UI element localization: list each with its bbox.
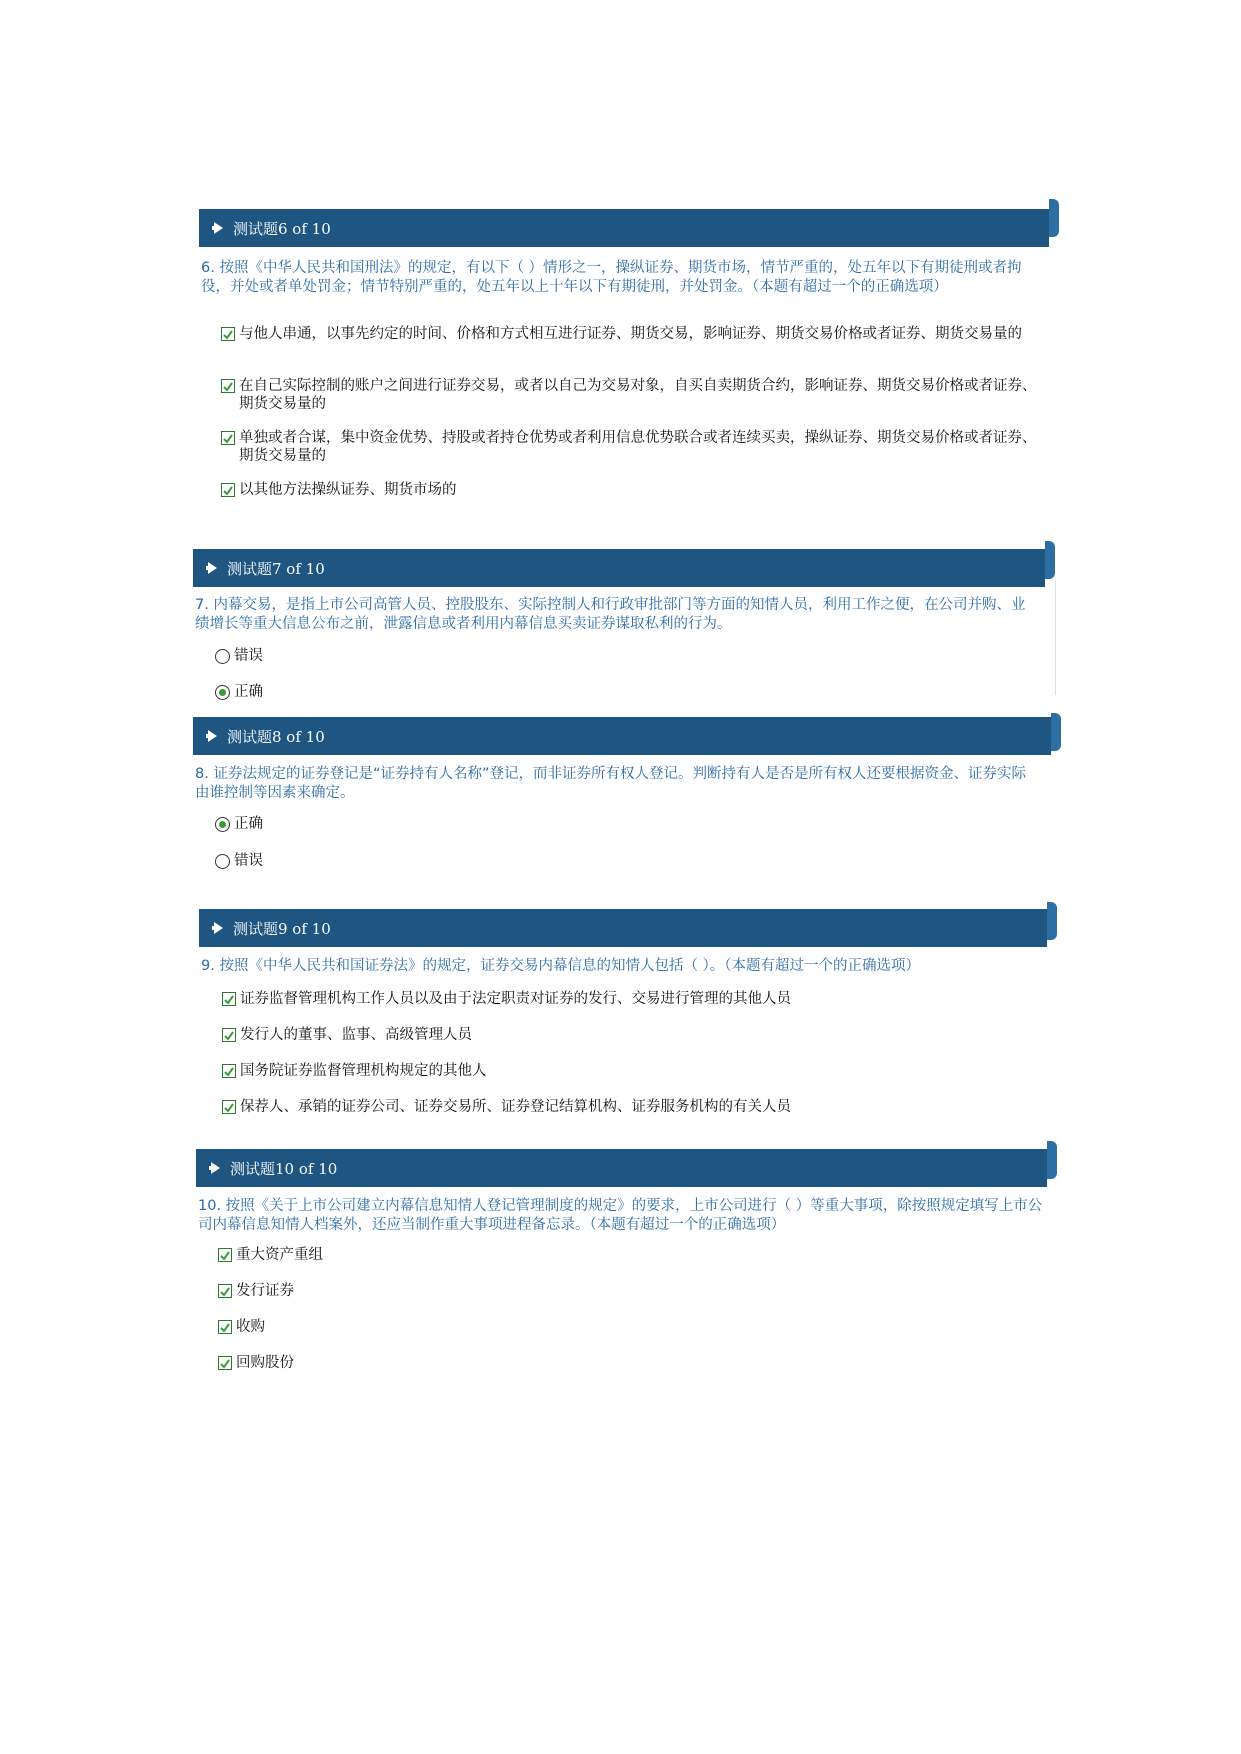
checkbox[interactable]	[222, 1100, 236, 1114]
arrow-bullet-icon	[208, 1160, 224, 1176]
question-text-8: 8. 证券法规定的证券登记是“证券持有人名称”登记，而非证券所有权人登记。判断持有人是否是所有权人还要根据资金、证券实际由谁控制等因素来确定。	[195, 766, 1026, 801]
option-label: 以其他方法操纵证券、期货市场的	[239, 482, 457, 498]
option-label: 回购股份	[236, 1355, 294, 1371]
option-8-2[interactable]	[215, 852, 263, 870]
checkbox[interactable]	[218, 1284, 232, 1298]
question-header-9	[199, 909, 1047, 947]
checkmark-icon	[223, 1066, 235, 1078]
option-label: 在自己实际控制的账户之间进行证券交易，或者以自己为交易对象，自买自卖期货合约，影响证券、期货交易价格或者证券、期货交易量的	[239, 378, 1037, 412]
question-header-8	[193, 717, 1051, 755]
option-8-1[interactable]	[215, 815, 263, 833]
checkbox[interactable]	[222, 992, 236, 1006]
option-7-1[interactable]	[215, 647, 263, 665]
question-text-6: 6. 按照《中华人民共和国刑法》的规定，有以下（ ）情形之一，操纵证券、期货市场，情节严重的，处五年以下有期徒刑或者拘役，并处或者单处罚金；情节特别严重的，处五年以上十年以下有期徒刑，并处罚金。（本题有超过一个的正确选项）	[201, 260, 1022, 295]
checkbox[interactable]	[222, 1064, 236, 1078]
option-7-2[interactable]	[215, 683, 263, 701]
option-label: 正确	[234, 684, 263, 700]
checkmark-icon	[219, 1322, 231, 1334]
header-edge	[1051, 713, 1061, 751]
radio-dot-icon	[219, 689, 226, 696]
option-9-4[interactable]	[222, 1098, 791, 1116]
checkmark-icon	[222, 485, 234, 497]
option-label: 保荐人、承销的证券公司、证券交易所、证券登记结算机构、证券服务机构的有关人员	[240, 1099, 791, 1115]
header-edge	[1047, 902, 1057, 940]
checkbox[interactable]	[218, 1356, 232, 1370]
checkmark-icon	[219, 1286, 231, 1298]
header-edge	[1049, 199, 1059, 237]
header-edge	[1045, 541, 1055, 579]
checkbox[interactable]	[221, 379, 235, 393]
question-header-7	[193, 549, 1045, 587]
radio-dot-icon	[219, 821, 226, 828]
option-label: 错误	[234, 853, 263, 869]
checkbox[interactable]	[221, 327, 235, 341]
question-header-label: 测试题8 of 10	[227, 727, 325, 746]
checkbox[interactable]	[221, 483, 235, 497]
question-header-label: 测试题7 of 10	[227, 559, 325, 578]
checkmark-icon	[222, 433, 234, 445]
radio-button[interactable]	[215, 649, 230, 664]
option-10-1[interactable]	[218, 1246, 323, 1264]
option-label: 单独或者合谋，集中资金优势、持股或者持仓优势或者利用信息优势联合或者连续买卖，操纵证券、期货交易价格或者证券、期货交易量的	[239, 430, 1037, 464]
option-6-3[interactable]	[221, 429, 1041, 465]
radio-button[interactable]	[215, 685, 230, 700]
question-header-6	[199, 209, 1049, 247]
arrow-bullet-icon	[211, 220, 227, 236]
checkmark-icon	[223, 994, 235, 1006]
checkmark-icon	[219, 1358, 231, 1370]
question-text-9: 9. 按照《中华人民共和国证券法》的规定，证券交易内幕信息的知情人包括（ ）。（本题有超过一个的正确选项）	[201, 958, 921, 974]
option-label: 重大资产重组	[236, 1247, 323, 1263]
option-label: 错误	[234, 648, 263, 664]
question-text-10: 10. 按照《关于上市公司建立内幕信息知情人登记管理制度的规定》的要求，上市公司进行（ ）等重大事项，除按照规定填写上市公司内幕信息知情人档案外，还应当制作重大事项进程备忘录。（本题有超过一个的正确选项）	[198, 1198, 1043, 1233]
question-header-10	[196, 1149, 1047, 1187]
radio-button[interactable]	[215, 817, 230, 832]
checkbox[interactable]	[218, 1320, 232, 1334]
question-text-7: 7. 内幕交易，是指上市公司高管人员、控股股东、实际控制人和行政审批部门等方面的知情人员，利用工作之便，在公司并购、业绩增长等重大信息公布之前，泄露信息或者利用内幕信息买卖证券谋取私利的行为。	[195, 597, 1026, 632]
option-6-4[interactable]	[221, 481, 1041, 499]
question-header-label: 测试题10 of 10	[230, 1159, 338, 1178]
option-10-3[interactable]	[218, 1318, 265, 1336]
arrow-bullet-icon	[205, 728, 221, 744]
option-label: 证券监督管理机构工作人员以及由于法定职责对证券的发行、交易进行管理的其他人员	[240, 991, 791, 1007]
option-label: 发行证券	[236, 1283, 294, 1299]
option-9-1[interactable]	[222, 990, 791, 1008]
option-10-4[interactable]	[218, 1354, 294, 1372]
checkmark-icon	[222, 329, 234, 341]
checkbox[interactable]	[218, 1248, 232, 1262]
question-header-label: 测试题9 of 10	[233, 919, 331, 938]
checkmark-icon	[223, 1030, 235, 1042]
option-9-3[interactable]	[222, 1062, 487, 1080]
checkmark-icon	[222, 381, 234, 393]
radio-button[interactable]	[215, 854, 230, 869]
option-label: 正确	[234, 816, 263, 832]
checkbox[interactable]	[222, 1028, 236, 1042]
option-label: 国务院证券监督管理机构规定的其他人	[240, 1063, 487, 1079]
checkbox[interactable]	[221, 431, 235, 445]
header-edge	[1047, 1141, 1057, 1179]
question-header-label: 测试题6 of 10	[233, 219, 331, 238]
option-10-2[interactable]	[218, 1282, 294, 1300]
option-6-1[interactable]	[221, 325, 1041, 343]
checkmark-icon	[223, 1102, 235, 1114]
option-label: 发行人的董事、监事、高级管理人员	[240, 1027, 472, 1043]
option-label: 与他人串通，以事先约定的时间、价格和方式相互进行证券、期货交易，影响证券、期货交易价格或者证券、期货交易量的	[239, 326, 1022, 342]
option-6-2[interactable]	[221, 377, 1041, 413]
option-9-2[interactable]	[222, 1026, 472, 1044]
checkmark-icon	[219, 1250, 231, 1262]
arrow-bullet-icon	[205, 560, 221, 576]
arrow-bullet-icon	[211, 920, 227, 936]
option-label: 收购	[236, 1319, 265, 1335]
panel-border	[1055, 580, 1056, 695]
